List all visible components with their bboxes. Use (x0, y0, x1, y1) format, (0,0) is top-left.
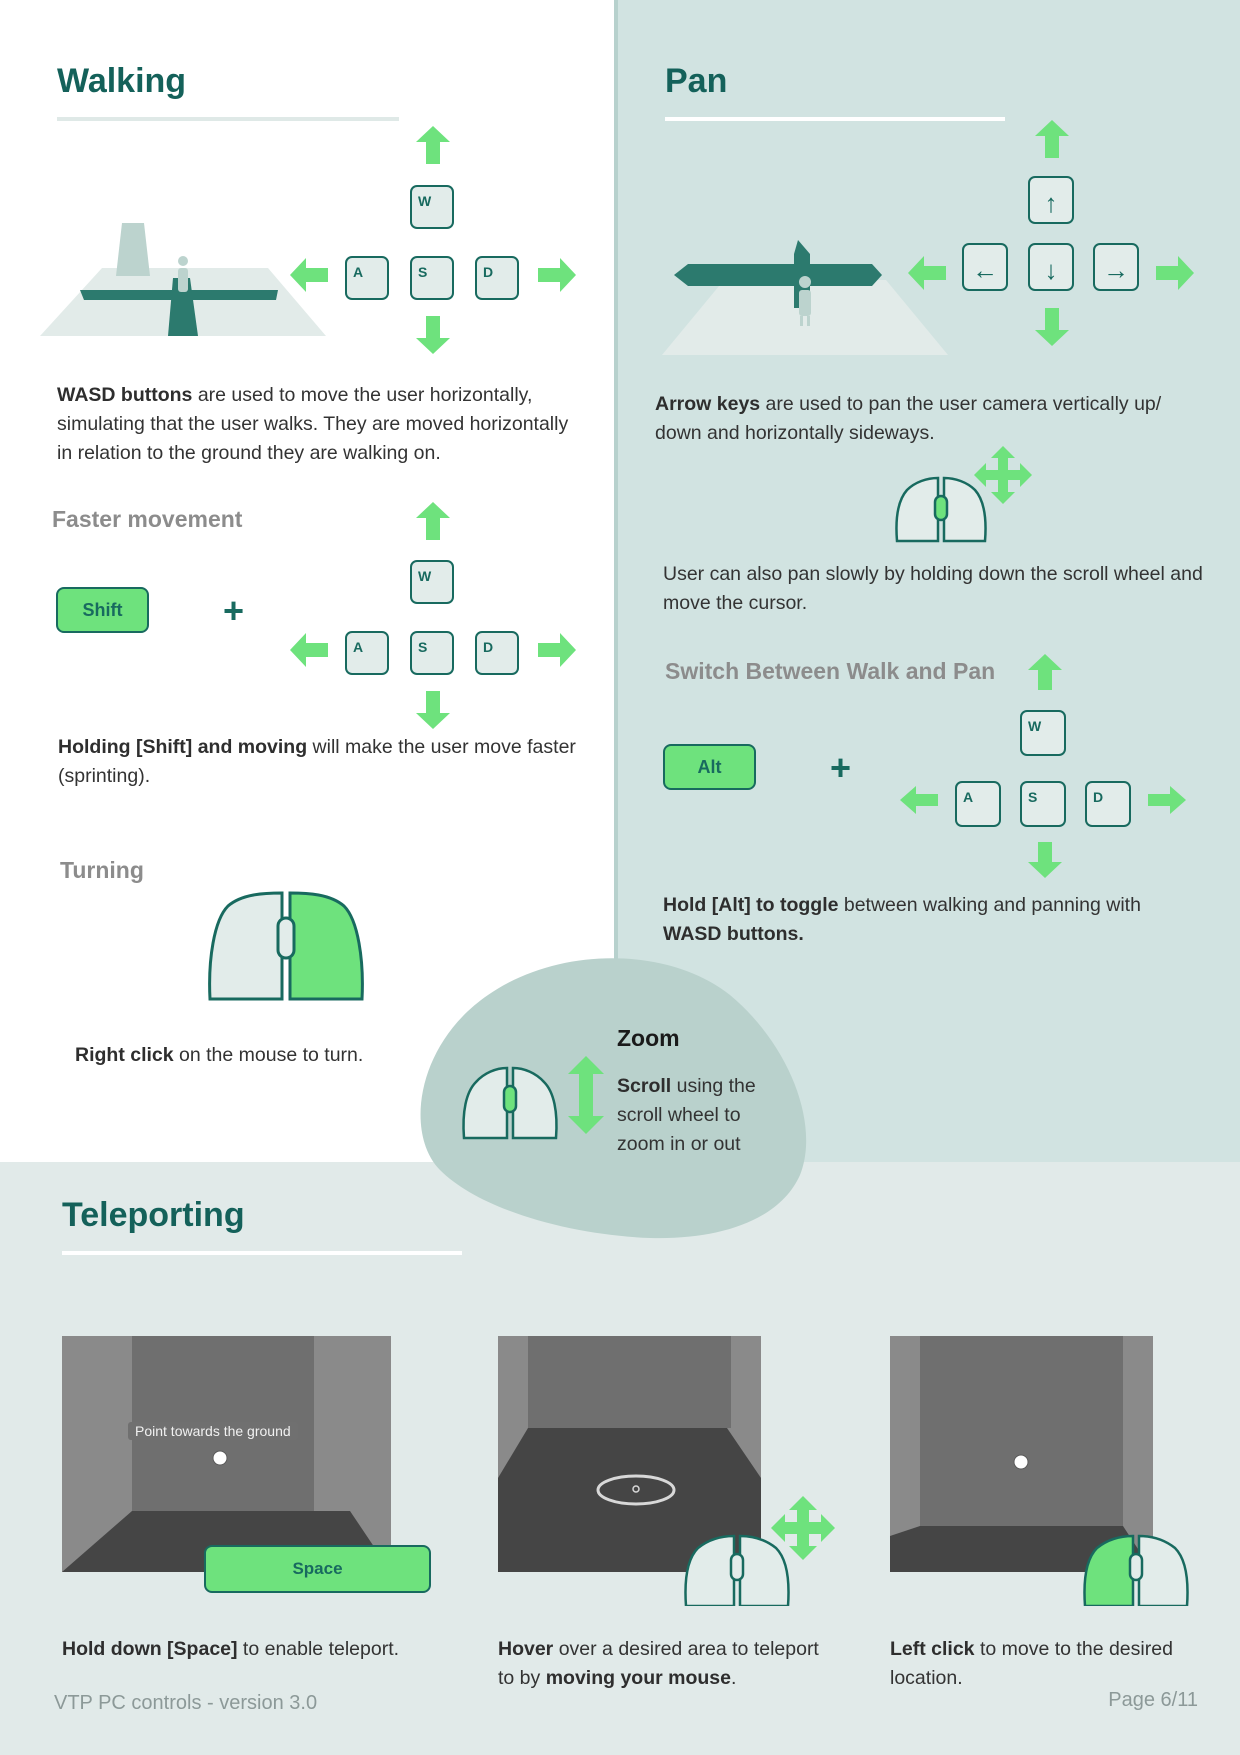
alt-key: Alt (663, 744, 756, 790)
key-a: A (955, 781, 1001, 827)
plus-sign: + (223, 590, 245, 631)
key-arrow-left: ← (962, 243, 1008, 291)
pan-title: Pan (665, 62, 728, 100)
teleport-step1-scene (62, 1336, 391, 1572)
point-towards-ground-caption: Point towards the ground (128, 1422, 298, 1440)
arrow-right-icon (1148, 786, 1186, 814)
faster-movement-title: Faster movement (52, 506, 243, 532)
key-a: A (345, 631, 389, 675)
switch-description: Hold [Alt] to toggle between walking and panning with WASD buttons. (663, 894, 1141, 945)
mouse-scroll-zoom-icon (460, 1054, 610, 1140)
switch-title: Switch Between Walk and Pan (665, 658, 996, 684)
key-s: S (410, 631, 454, 675)
arrow-down-icon (1035, 308, 1069, 346)
plus-sign: + (830, 747, 852, 788)
key-d: D (475, 631, 519, 675)
arrow-up-icon (1035, 120, 1069, 158)
teleport-step2-scene (498, 1336, 838, 1606)
turning-title: Turning (60, 857, 144, 883)
teleport-step1-description: Hold down [Space] to enable teleport. (62, 1638, 400, 1660)
page-number: Page 6/11 (1108, 1689, 1198, 1711)
arrow-right-icon (538, 633, 576, 667)
pan-scene-illustration (660, 240, 950, 356)
key-w: W (410, 185, 454, 229)
arrow-right-icon (538, 258, 576, 292)
key-a: A (345, 256, 389, 300)
key-w: W (410, 560, 454, 604)
key-d: D (475, 256, 519, 300)
teleport-step3-scene (890, 1336, 1190, 1606)
walking-title: Walking (57, 62, 187, 100)
zoom-title: Zoom (617, 1025, 680, 1051)
pan-scroll-description: User can also pan slowly by holding down the scroll wheel and move the cursor. (663, 563, 1203, 614)
key-arrow-up: ↑ (1028, 176, 1074, 224)
walking-scene-illustration (40, 218, 330, 338)
arrow-left-icon (908, 256, 946, 290)
key-s: S (1020, 781, 1066, 827)
shift-key: Shift (56, 587, 149, 633)
teleporting-title: Teleporting (62, 1196, 245, 1234)
arrow-up-icon (416, 502, 450, 540)
zoom-description: Scroll using the scroll wheel to zoom in or out (617, 1075, 756, 1155)
arrow-left-icon (290, 258, 328, 292)
arrow-down-icon (1028, 842, 1062, 878)
mouse-right-click-icon (208, 890, 364, 1002)
key-s: S (410, 256, 454, 300)
arrow-right-icon (1156, 256, 1194, 290)
arrow-down-icon (416, 316, 450, 354)
turning-description: Right click on the mouse to turn. (75, 1044, 364, 1066)
arrow-left-icon (290, 633, 328, 667)
key-w: W (1020, 710, 1066, 756)
teleporting-title-rule (62, 1251, 462, 1255)
mouse-scroll-pan-icon (893, 444, 1035, 544)
panel-divider (614, 0, 618, 960)
pan-title-rule (665, 117, 1005, 121)
arrow-down-icon (416, 691, 450, 729)
teleport-step3-description: Left click to move to the desired location. (890, 1638, 1173, 1689)
space-key: Space (204, 1545, 431, 1593)
walking-title-rule (57, 117, 399, 121)
teleport-step2-description: Hover over a desired area to teleport to by moving your mouse. (498, 1638, 819, 1689)
arrow-up-icon (416, 126, 450, 164)
key-arrow-right: → (1093, 243, 1139, 291)
document-version-label: VTP PC controls - version 3.0 (54, 1692, 318, 1714)
arrow-up-icon (1028, 654, 1062, 690)
arrow-left-icon (900, 786, 938, 814)
pan-description: Arrow keys are used to pan the user camera vertically up/ down and horizontally sideways. (655, 393, 1162, 444)
key-d: D (1085, 781, 1131, 827)
walking-description: WASD buttons are used to move the user horizontally, simulating that the user walks. They are moved horizontally in relation to the ground they are walking on. (57, 384, 569, 464)
faster-description: Holding [Shift] and moving will make the user move faster (sprinting). (58, 736, 576, 787)
key-arrow-down: ↓ (1028, 243, 1074, 291)
